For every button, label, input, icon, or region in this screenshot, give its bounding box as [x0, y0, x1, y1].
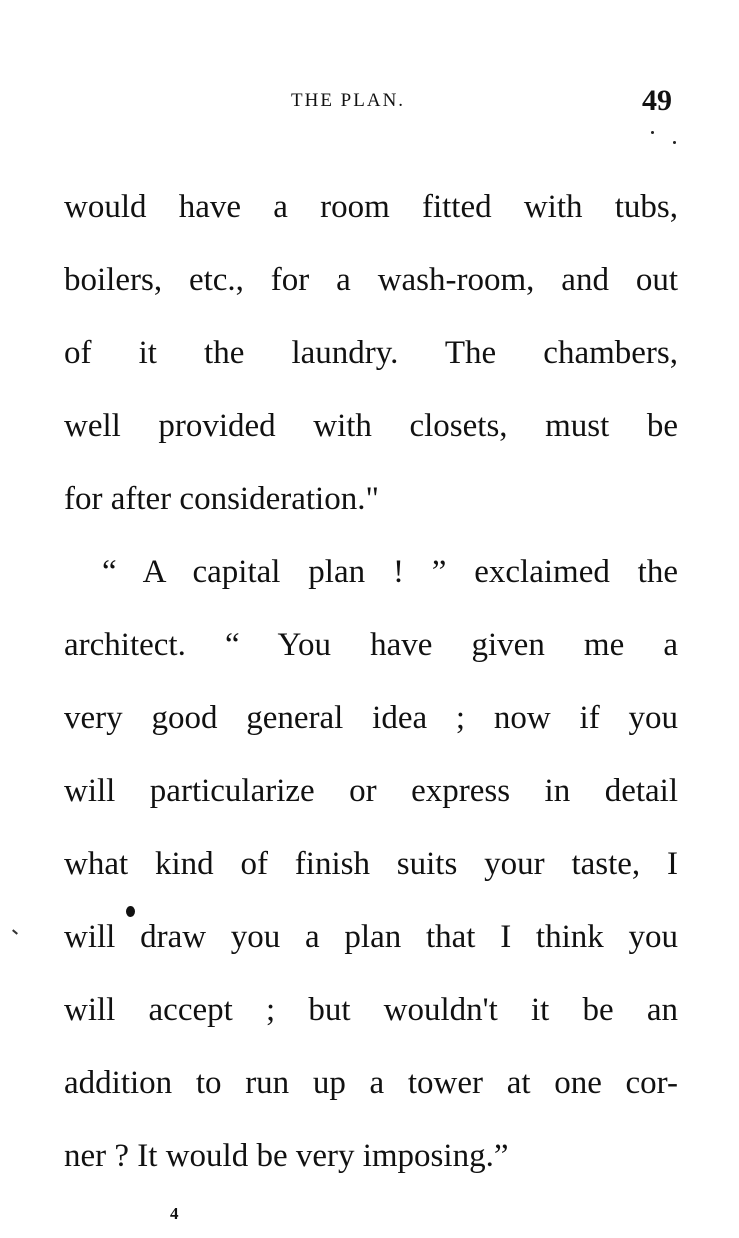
- text-line: will draw you a plan that I think you: [64, 919, 678, 955]
- text-line: what kind of finish suits your taste, I: [64, 846, 678, 882]
- text-line: will accept ; but wouldn't it be an: [64, 992, 678, 1028]
- print-speck: [673, 141, 676, 144]
- margin-mark: [12, 929, 18, 934]
- text-line: boilers, etc., for a wash-room, and out: [64, 262, 678, 298]
- page-body: [64, 182, 678, 1204]
- paragraph: [64, 547, 678, 1204]
- ink-blot: [126, 906, 135, 917]
- text-line: of it the laundry. The chambers,: [64, 335, 678, 371]
- page-number: 49: [642, 84, 672, 117]
- text-line: would have a room fitted with tubs,: [64, 189, 678, 225]
- print-speck: [651, 131, 654, 134]
- running-head: [0, 86, 739, 126]
- running-title: THE PLAN.: [291, 90, 406, 111]
- text-line: will particularize or express in detail: [64, 773, 678, 809]
- text-line: ner ? It would be very imposing.”: [64, 1138, 509, 1174]
- text-line: addition to run up a tower at one cor-: [64, 1065, 678, 1101]
- text-line: well provided with closets, must be: [64, 408, 678, 444]
- text-line: for after consideration.": [64, 481, 379, 517]
- text-line: “ A capital plan ! ” exclaimed the: [102, 554, 678, 590]
- text-line: very good general idea ; now if you: [64, 700, 678, 736]
- paragraph: [64, 182, 678, 547]
- text-line: architect. “ You have given me a: [64, 627, 678, 663]
- signature-mark: 4: [170, 1204, 179, 1223]
